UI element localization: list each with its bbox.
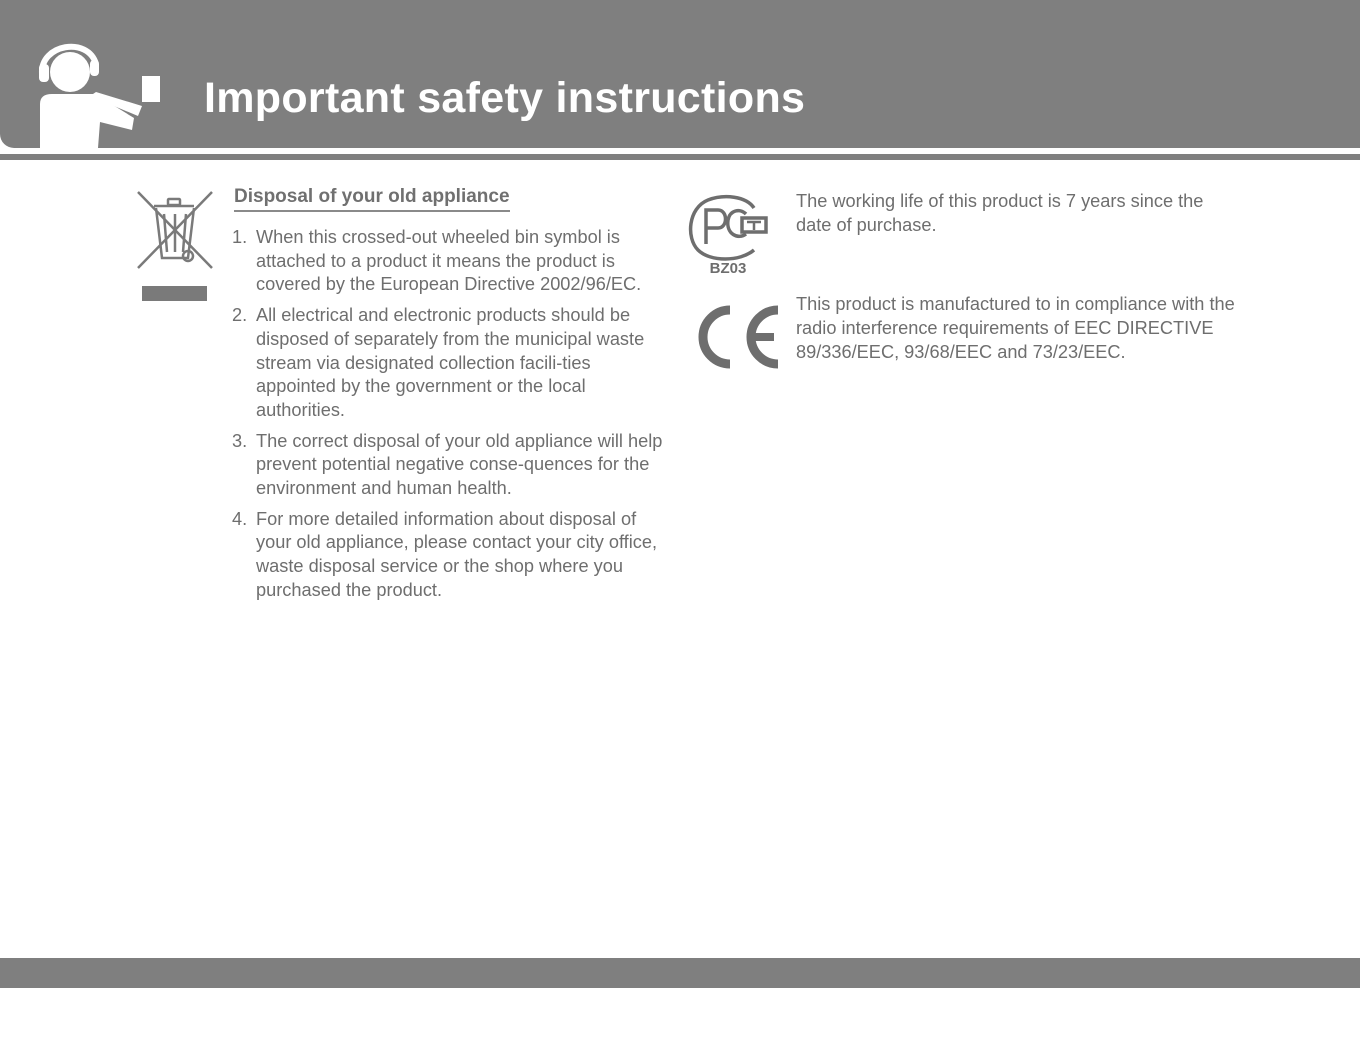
list-item-number: 1. [232,227,248,247]
person-with-headphones-icon [30,30,170,148]
list-item-number: 3. [232,430,248,451]
list-item-text: All electrical and electronic products should be disposed of separately from the municipal waste stream via designated collection facili-ties appointed by the government or the local authorities. [256,305,645,420]
compliance-text: This product is manufactured to in compliance with the radio interference requirements of EEC DIRECTIVE 89/336/EEC, 93/68/EEC and 73/23/EEC. [796,294,1235,362]
list-item-text: For more detailed information about disposal of your old appliance, please contact your city office, waste disposal service or the shop where you purchased the product. [256,508,658,600]
pct-code: BZ03 [709,260,747,277]
footer-bar [0,958,1360,988]
list-item [232,430,668,501]
list-item-number: 2. [232,305,248,326]
crossed-out-wheeled-bin-icon [134,186,216,304]
working-life-text: The working life of this product is 7 years since the date of purchase. [796,191,1204,235]
list-item [232,304,668,423]
list-item [232,508,668,603]
list-item-number: 4. [232,508,248,529]
page-title: Important safety instructions [204,74,806,122]
section-heading: Disposal of your old appliance [234,186,510,212]
list-item-text: When this crossed-out wheeled bin symbol is attached to a product it means the product is covered by the European Directive 2002/96/EC. [256,227,642,295]
disposal-list [232,226,668,610]
list-item-text: The correct disposal of your old appliance will help prevent potential negative conse-quences for the environment and human health. [256,430,663,499]
header-divider [0,154,1360,160]
list-item [232,226,668,297]
pct-certification-mark-icon [684,192,774,280]
ce-mark-icon [692,304,782,370]
